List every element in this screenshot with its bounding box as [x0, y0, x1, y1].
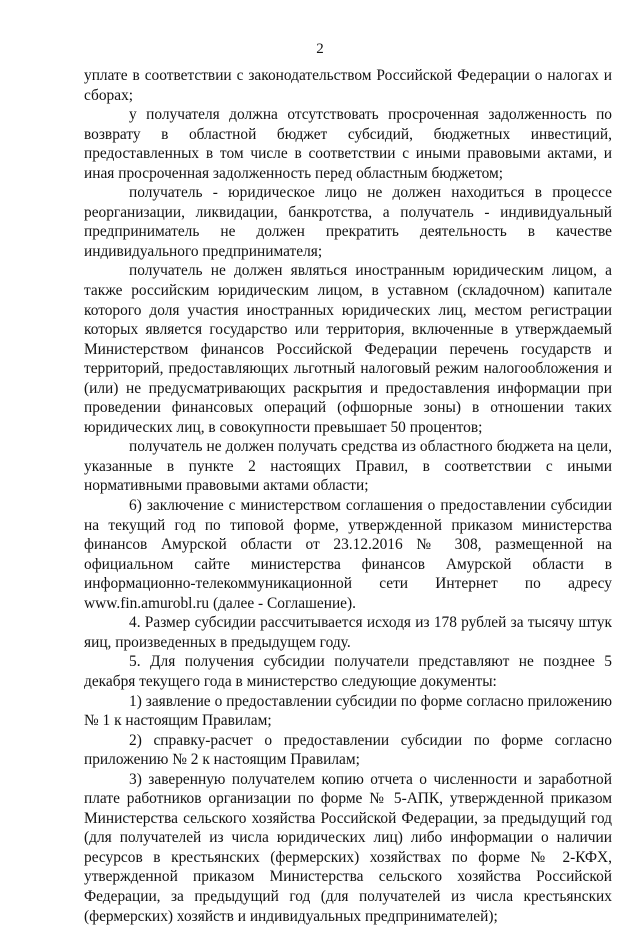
paragraph: получатель не должен получать средства из областного бюджета на цели, указанные в пункте 2 настоящих Правил, в соответствии с иными нормативными правовыми актами области; — [84, 438, 612, 495]
paragraph: у получателя должна отсутствовать просроченная задолженность по возврату в областной бюджет субсидий, бюджетных инвестиций, предоставленных в том числе в соответствии с иными правовыми актами, и иная просроченная задолженность перед областным бюджетом; — [84, 106, 612, 182]
paragraph: уплате в соответствии с законодательством Российской Федерации о налогах и сборах; — [84, 67, 612, 104]
paragraph: 3) заверенную получателем копию отчета о численности и заработной плате работников организации по форме № 5-АПК, утвержденной приказом Министерства сельского хозяйства Российской Федерации, за предыдущий год (для получателей из числа юридических лиц) либо информации о наличии ресурсов в крестьянских (фермерских) хозяйствах по форме № 2-КФХ, утвержденной приказом Министерства сельского хозяйства Российской Федерации, за предыдущий год (для получателей из числа крестьянских (фермерских) хозяйств и индивидуальных предпринимателей); — [84, 770, 612, 925]
document-body — [84, 66, 612, 926]
paragraph: получатель - юридическое лицо не должен находиться в процессе реорганизации, ликвидации, банкротства, а получатель - индивидуальный предприниматель не должен прекратить деятельность в качестве индивидуального предпринимателя; — [84, 184, 612, 260]
paragraph: получатель не должен являться иностранным юридическим лицом, а также российским юридическим лицом, в уставном (складочном) капитале которого доля участия иностранных юридических лиц, местом регистрации которых является государство или территория, включенные в утверждаемый Министерством финансов Российской Федерации перечень государств и территорий, предоставляющих льготный налоговый режим налогообложения и (или) не предусматривающих раскрытия и предоставления информации при проведении финансовых операций (офшорные зоны) в отношении таких юридических лиц, в совокупности превышает 50 процентов; — [84, 262, 612, 436]
paragraph: 6) заключение с министерством соглашения о предоставлении субсидии на текущий год по типовой форме, утвержденной приказом министерства финансов Амурской области от 23.12.2016 № 308, размещенной на официальном сайте министерства финансов Амурской области в информационно-телекоммуникационной сети Интернет по адресу www.fin.amurobl.ru (далее - Соглашение). — [84, 497, 612, 612]
page-number: 2 — [316, 41, 324, 57]
paragraph: 2) справку-расчет о предоставлении субсидии по форме согласно приложению № 2 к настоящим Правилам; — [84, 731, 612, 769]
paragraph: 4. Размер субсидии рассчитывается исходя из 178 рублей за тысячу штук яиц, произведенных в предыдущем году. — [84, 614, 612, 651]
paragraph: 5. Для получения субсидии получатели представляют не позднее 5 декабря текущего года в министерство следующие документы: — [84, 653, 612, 690]
paragraph: 1) заявление о предоставлении субсидии по форме согласно приложению № 1 к настоящим Правилам; — [84, 692, 612, 730]
